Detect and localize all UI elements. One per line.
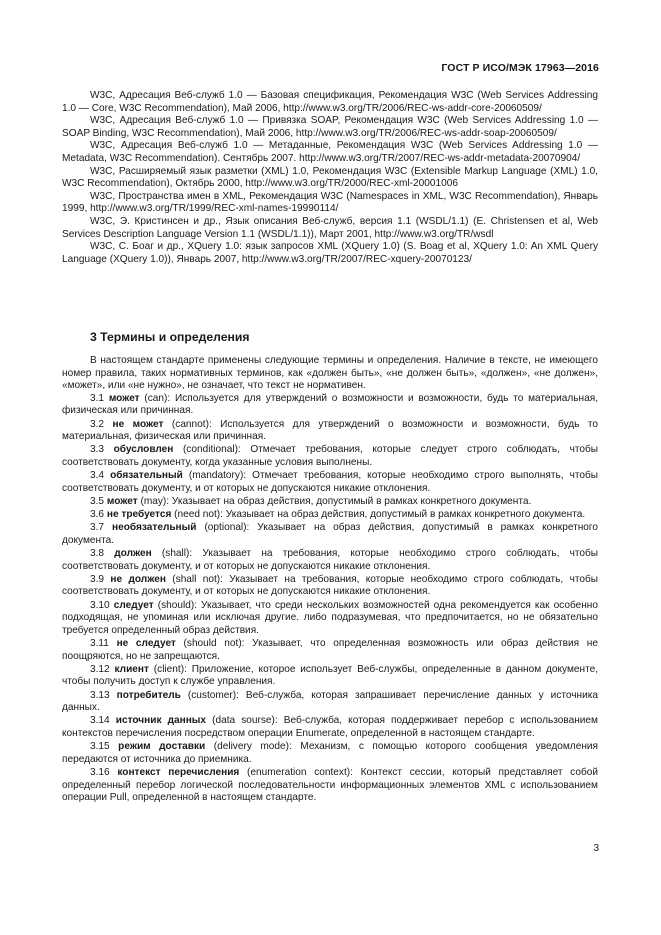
term-number: 3.10	[90, 599, 110, 611]
term-number: 3.6	[90, 509, 105, 521]
term-text: (need not): Указывает на образ действия, допустимый в рамках конкретного документа.	[171, 509, 586, 521]
term-name: не должен	[110, 573, 166, 585]
term-definition	[62, 496, 598, 509]
term-number: 3.12	[90, 663, 110, 675]
reference-item: W3C, Э. Кристинсен и др., Язык описания Веб-служб, версия 1.1 (WSDL/1.1) (E. Christensen et al, Web Services Description Language Version 1.1 (WSDL/1.1)), Март 2001, http://www.w3.org/TR/wsdl	[62, 215, 598, 240]
term-definition	[62, 715, 598, 740]
term-text: (should not): Указывает, что определенная возможность или образ действия не поощряются, но не запрещаются.	[62, 638, 598, 662]
reference-item: W3C, Адресация Веб-служб 1.0 — Метаданные, Рекомендация W3C (Web Services Addressing 1.0 — Metadata, W3C Recommendation). Сентябрь 2007. http://www.w3.org/TR/2007/REC-ws-addr-metadata-20070904/	[62, 140, 598, 164]
term-name: не следует	[116, 638, 176, 649]
term-number: 3.9	[90, 573, 105, 585]
reference-item: W3C, Адресация Веб-служб 1.0 — Привязка SOAP, Рекомендация W3C (Web Services Addressing 1.0 — SOAP Binding, W3C Recommendation), Май 2006, http://www.w3.org/TR/2006/REC-ws-addr-soap-20060509/	[62, 115, 598, 139]
term-name: не может	[112, 418, 164, 430]
term-definition	[62, 419, 598, 444]
term-text: (should): Указывает, что среди нескольких возможностей одна рекомендуется как особенно подходящая, не упоминая или исключая другие. либо подразумевая, что предпочитается, но не обязательно требуется определенный образ действия.	[62, 599, 598, 636]
term-text: (delivery mode): Механизм, с помощью которого сообщения уведомления передаются от источника до приемника.	[62, 741, 598, 765]
term-number: 3.5	[90, 495, 105, 507]
term-number: 3.11	[90, 638, 109, 649]
section-title: 3 Термины и определения	[90, 330, 250, 344]
reference-item: W3C, Адресация Веб-служб 1.0 — Базовая спецификация, Рекомендация W3C (Web Services Addressing 1.0 — Core, W3C Recommendation), Май 2006, http://www.w3.org/TR/2006/REC-ws-addr-core-20060509/	[62, 90, 598, 114]
term-text: (optional): Указывает на образ действия, допустимый в рамках конкретного документа.	[62, 522, 598, 546]
terms-section	[62, 330, 598, 805]
term-definition	[62, 444, 598, 469]
term-name: не требуется	[106, 509, 172, 521]
term-text: (shall): Указывает на требования, которые необходимо строго соблюдать, чтобы соответствовать документу, и от которых не допускаются никакие отклонения.	[62, 548, 599, 572]
term-number: 3.13	[90, 689, 110, 701]
references-list	[62, 90, 598, 266]
term-definition	[62, 638, 598, 663]
reference-item: W3C, Пространства имен в XML, Рекомендация W3C (Namespaces in XML, W3C Recommendation), Январь 1999, http://www.w3.org/TR/1999/REC-xml-names-19990114/	[62, 190, 598, 215]
term-number: 3.7	[90, 522, 105, 534]
term-definition	[62, 393, 598, 418]
term-definition	[62, 664, 598, 689]
term-number: 3.16	[90, 766, 110, 778]
term-definition	[62, 574, 598, 599]
term-definition	[62, 470, 598, 495]
term-name: может	[108, 392, 140, 404]
term-text: (client): Приложение, которое использует Веб-службы, определенные в данном документе, чтобы получить доступ к службе управления.	[62, 663, 598, 688]
term-name: режим доставки	[118, 741, 206, 753]
term-text: (shall not): Указывает на требования, которые необходимо строго соблюдать, чтобы соответствовать документу, и от которых не допускаются никакие отклонения.	[62, 573, 599, 598]
term-name: следует	[113, 599, 154, 611]
reference-item: W3C, С. Боаг и др., XQuery 1.0: язык запросов XML (XQuery 1.0) (S. Boag et al, XQuery 1.0: An XML Query Language (XQuery 1.0)), Январь 2007, http://www.w3.org/TR/2007/REC-xquery-20070123/	[62, 241, 599, 265]
term-text: (enumeration context): Контекст сессии, который представляет собой определенный перебор логической последовательности информационных элементов XML с использованием операции Pull, определенной в настоящем стандарте.	[62, 766, 598, 804]
term-definition	[62, 600, 598, 638]
term-name: должен	[114, 548, 152, 560]
term-text: (may): Указывает на образ действия, допустимый в рамках конкретного документа.	[137, 495, 532, 507]
term-text: (cannot): Используется для утверждений о возможности и возможности, будь то материальная, физическая или причинная.	[62, 418, 598, 443]
term-definition	[62, 690, 598, 715]
term-number: 3.4	[90, 470, 105, 482]
term-name: потребитель	[116, 689, 181, 701]
term-text: (conditional): Отмечает требования, которые следует строго соблюдать, чтобы соответствовать документу, когда указанные условия выполнены.	[62, 444, 598, 468]
standard-header: ГОСТ Р ИСО/МЭК 17963—2016	[441, 62, 599, 74]
section-intro: В настоящем стандарте применены следующие термины и определения. Наличие в тексте, не имеющего номер правила, таких нормативных терминов, как «должен быть», «не должен быть», «должен», «не должен», «может», или «не нужно», не означает, что текст не нормативен.	[62, 355, 598, 392]
term-name: обусловлен	[113, 444, 174, 456]
term-definition	[62, 522, 598, 547]
page-number: 3	[593, 843, 599, 854]
term-name: необязательный	[112, 522, 197, 534]
term-number: 3.14	[90, 715, 110, 727]
term-name: клиент	[114, 663, 149, 675]
term-text: (mandatory): Отмечает требования, которые необходимо строго выполнять, чтобы соответствовать документу, и от которых не допускаются никакие отклонения.	[62, 470, 598, 494]
term-definition	[62, 548, 598, 573]
term-name: контекст перечисления	[117, 766, 240, 778]
term-text: (can): Используется для утверждений о возможности и возможности, будь то материальная, физическая или причинная.	[62, 392, 598, 417]
term-definition	[62, 767, 598, 805]
terms-list	[62, 393, 598, 805]
term-number: 3.8	[90, 548, 105, 560]
term-definition	[62, 509, 598, 522]
term-number: 3.2	[90, 418, 105, 430]
term-text: (data sourse): Веб-служба, которая поддерживает перебор с использованием контекстов перечисления посредством операции Enumerate, определенной в настоящем стандарте.	[62, 715, 598, 739]
term-text: (customer): Веб-служба, которая запрашивает перечисление данных у источника данных.	[62, 689, 598, 714]
term-name: обязательный	[110, 470, 183, 482]
term-number: 3.15	[90, 741, 110, 753]
term-definition	[62, 741, 598, 766]
term-number: 3.1	[90, 392, 105, 404]
term-number: 3.3	[90, 444, 105, 456]
term-name: источник данных	[115, 715, 207, 727]
reference-item: W3C, Расширяемый язык разметки (XML) 1.0, Рекомендация W3C (Extensible Markup Language (XML) 1.0, W3C Recommendation), Октябрь 2000, http://www.w3.org/TR/2000/REC-xml-20001006	[62, 165, 598, 190]
term-name: может	[106, 495, 138, 507]
